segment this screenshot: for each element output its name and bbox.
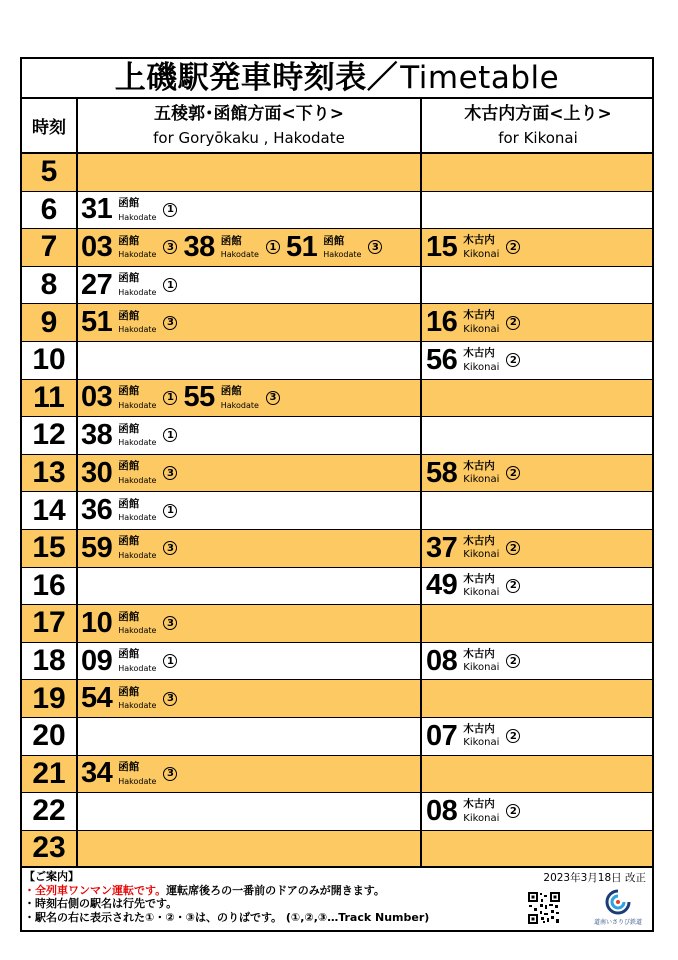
track-number-badge: 3 xyxy=(163,692,177,706)
destination-jp: 函館 xyxy=(118,385,140,398)
destination xyxy=(118,198,156,222)
down-departures-cell xyxy=(78,680,422,717)
destination xyxy=(463,799,499,824)
train-entry xyxy=(81,456,177,489)
train-entry xyxy=(426,719,520,752)
track-number-badge: 3 xyxy=(163,616,177,630)
down-departures-cell xyxy=(78,643,422,680)
notes-heading: 【ご案内】 xyxy=(24,870,79,883)
up-departures-cell xyxy=(422,455,654,492)
destination-jp: 木古内 xyxy=(463,647,495,660)
up-departures-cell xyxy=(422,304,654,341)
up-departures-cell xyxy=(422,342,654,379)
destination-jp: 函館 xyxy=(118,535,140,548)
departure-minute: 51 xyxy=(81,306,113,339)
timetable-row xyxy=(22,643,652,681)
timetable-row xyxy=(22,831,652,869)
track-number-badge: 3 xyxy=(368,240,382,254)
train-entry xyxy=(81,606,177,639)
departure-minute: 34 xyxy=(81,757,113,790)
track-number-badge: 2 xyxy=(506,729,520,743)
notes-line-2: ・時刻右側の駅名は行先です。 xyxy=(24,897,178,910)
destination xyxy=(221,386,259,410)
destination xyxy=(463,574,499,599)
up-departures-cell xyxy=(422,530,654,567)
timetable-sheet xyxy=(20,57,654,932)
track-number-badge: 1 xyxy=(266,240,280,254)
destination-jp: 函館 xyxy=(118,761,140,774)
train-entry xyxy=(81,230,177,263)
hour-cell: 11 xyxy=(22,380,78,417)
down-departures-cell xyxy=(78,192,422,229)
hour-cell: 14 xyxy=(22,492,78,529)
departure-minute: 03 xyxy=(81,230,113,263)
hour-cell: 15 xyxy=(22,530,78,567)
departure-minute: 54 xyxy=(81,682,113,715)
hour-column-header: 時刻 xyxy=(22,99,78,152)
departure-minute: 51 xyxy=(285,230,318,263)
destination-en: Kikonai xyxy=(463,361,500,373)
track-number-badge: 1 xyxy=(163,391,177,405)
destination xyxy=(118,649,156,673)
destination-jp: 函館 xyxy=(118,272,140,285)
qr-code-icon[interactable] xyxy=(527,891,561,925)
departure-minute: 37 xyxy=(426,531,458,564)
hour-cell: 20 xyxy=(22,718,78,755)
destination-jp: 函館 xyxy=(220,385,242,398)
departure-minute: 09 xyxy=(81,644,113,677)
destination-en: Hakodate xyxy=(118,325,157,335)
destination xyxy=(221,236,259,260)
hour-cell: 9 xyxy=(22,304,78,341)
destination-jp: 木古内 xyxy=(463,798,495,811)
destination xyxy=(463,348,499,373)
departure-minute: 38 xyxy=(183,230,215,263)
hour-cell: 6 xyxy=(22,192,78,229)
destination-jp: 函館 xyxy=(118,234,140,247)
train-entry xyxy=(81,268,177,301)
departure-minute: 08 xyxy=(426,794,458,827)
departure-minute: 08 xyxy=(426,644,458,677)
destination-en: Hakodate xyxy=(323,250,362,260)
destination-jp: 函館 xyxy=(118,610,140,623)
timetable-row xyxy=(22,455,652,493)
timetable-row xyxy=(22,492,652,530)
up-departures-cell xyxy=(422,605,654,642)
down-departures-cell xyxy=(78,831,422,867)
track-number-badge: 2 xyxy=(506,804,520,818)
train-entry xyxy=(426,571,520,600)
down-departures-cell xyxy=(78,530,422,567)
destination-en: Hakodate xyxy=(118,438,157,448)
notes xyxy=(24,870,429,924)
departure-minute: 16 xyxy=(426,306,458,339)
destination xyxy=(118,273,156,297)
up-departures-cell xyxy=(422,380,654,417)
track-number-badge: 2 xyxy=(506,353,520,367)
track-number-badge: 1 xyxy=(163,504,177,518)
train-entry xyxy=(426,644,520,677)
timetable-row xyxy=(22,680,652,718)
track-number-badge: 3 xyxy=(163,240,177,254)
train-entry xyxy=(81,308,177,337)
destination-en: Kikonai xyxy=(463,323,500,335)
destination xyxy=(463,235,499,260)
timetable-row xyxy=(22,417,652,455)
down-departures-cell xyxy=(78,342,422,379)
hour-cell: 10 xyxy=(22,342,78,379)
up-departures-cell xyxy=(422,154,654,191)
track-number-badge: 2 xyxy=(506,541,520,555)
timetable-row xyxy=(22,192,652,230)
down-departures-cell xyxy=(78,568,422,605)
destination-jp: 函館 xyxy=(118,460,140,473)
destination xyxy=(118,424,156,448)
departure-minute: 49 xyxy=(426,569,458,602)
hour-cell: 18 xyxy=(22,643,78,680)
destination xyxy=(118,386,156,410)
down-departures-cell xyxy=(78,605,422,642)
up-departures-cell xyxy=(422,643,654,680)
track-number-badge: 1 xyxy=(163,654,177,668)
destination xyxy=(118,461,156,485)
destination-en: Kikonai xyxy=(463,662,500,674)
destination xyxy=(118,236,156,260)
timetable-row xyxy=(22,718,652,756)
destination xyxy=(118,687,156,711)
destination-en: Hakodate xyxy=(118,701,157,711)
up-departures-cell xyxy=(422,793,654,830)
track-number-badge: 1 xyxy=(163,278,177,292)
destination-en: Hakodate xyxy=(220,400,259,410)
destination-jp: 函館 xyxy=(118,497,140,510)
timetable-row xyxy=(22,756,652,794)
revision-date: 2023年3月18日 改正 xyxy=(543,872,646,884)
track-number-badge: 1 xyxy=(163,428,177,442)
destination-jp: 木古内 xyxy=(463,309,495,322)
hour-cell: 7 xyxy=(22,229,78,266)
timetable-rows xyxy=(22,154,652,868)
down-departures-cell xyxy=(78,380,422,417)
destination-jp: 函館 xyxy=(220,234,242,247)
train-entry xyxy=(81,418,177,451)
down-departures-cell xyxy=(78,304,422,341)
destination xyxy=(463,649,499,674)
train-entry xyxy=(183,230,279,263)
track-number-badge: 3 xyxy=(163,466,177,480)
destination xyxy=(118,311,156,335)
notes-line-1-red: ・全列車ワンマン運転です。 xyxy=(24,883,167,897)
train-entry xyxy=(426,343,520,376)
departure-minute: 27 xyxy=(81,268,113,301)
timetable-row xyxy=(22,267,652,305)
departure-minute: 56 xyxy=(426,343,458,376)
destination-en: Hakodate xyxy=(118,250,157,260)
destination-en: Hakodate xyxy=(118,212,157,222)
destination-jp: 函館 xyxy=(323,234,345,247)
up-departures-cell xyxy=(422,756,654,793)
down-direction-header xyxy=(78,99,422,152)
destination xyxy=(463,536,499,561)
destination-en: Hakodate xyxy=(118,550,157,560)
destination-en: Hakodate xyxy=(118,400,157,410)
track-number-badge: 3 xyxy=(266,391,280,405)
destination-en: Kikonai xyxy=(463,248,500,260)
up-departures-cell xyxy=(422,492,654,529)
page-title xyxy=(22,59,652,97)
destination-en: Kikonai xyxy=(463,812,500,824)
departure-minute: 10 xyxy=(81,606,113,639)
train-entry xyxy=(426,456,520,489)
train-entry xyxy=(426,794,520,827)
timetable-row xyxy=(22,342,652,380)
footer xyxy=(22,869,652,930)
down-departures-cell xyxy=(78,417,422,454)
destination xyxy=(118,499,156,523)
destination-en: Hakodate xyxy=(118,663,157,673)
destination-jp: 木古内 xyxy=(463,459,495,472)
down-departures-cell xyxy=(78,492,422,529)
destination xyxy=(118,762,156,786)
railway-logo xyxy=(588,889,648,929)
up-header-jp: 木古内方面<上り> xyxy=(464,103,612,124)
up-departures-cell xyxy=(422,718,654,755)
departure-minute: 30 xyxy=(81,456,113,489)
notes-line-1 xyxy=(24,884,429,898)
track-number-badge: 2 xyxy=(506,579,520,593)
destination-jp: 函館 xyxy=(118,685,140,698)
hour-cell: 8 xyxy=(22,267,78,304)
down-departures-cell xyxy=(78,756,422,793)
hour-cell: 17 xyxy=(22,605,78,642)
destination-jp: 木古内 xyxy=(463,572,495,585)
departure-minute: 36 xyxy=(81,494,113,527)
destination-en: Kikonai xyxy=(463,587,500,599)
train-entry xyxy=(81,383,177,412)
destination-jp: 木古内 xyxy=(463,347,495,360)
destination-en: Hakodate xyxy=(220,250,259,260)
train-entry xyxy=(81,496,177,525)
train-entry xyxy=(426,230,520,263)
track-number-badge: 2 xyxy=(506,654,520,668)
departure-minute: 55 xyxy=(183,381,215,414)
hour-cell: 19 xyxy=(22,680,78,717)
destination-jp: 函館 xyxy=(118,197,140,210)
up-departures-cell xyxy=(422,680,654,717)
track-number-badge: 2 xyxy=(506,240,520,254)
departure-minute: 07 xyxy=(426,719,458,752)
timetable-row xyxy=(22,793,652,831)
track-number-badge: 2 xyxy=(506,466,520,480)
train-entry xyxy=(81,195,177,224)
train-entry xyxy=(81,684,177,713)
timetable-row xyxy=(22,154,652,192)
destination xyxy=(463,724,499,749)
up-departures-cell xyxy=(422,267,654,304)
destination xyxy=(463,461,499,486)
track-number-badge: 1 xyxy=(163,203,177,217)
destination-jp: 函館 xyxy=(118,309,140,322)
destination-en: Kikonai xyxy=(463,737,500,749)
departure-minute: 31 xyxy=(81,193,113,226)
down-departures-cell xyxy=(78,793,422,830)
up-departures-cell xyxy=(422,417,654,454)
track-number-badge: 3 xyxy=(163,541,177,555)
destination-en: Hakodate xyxy=(118,513,157,523)
destination-jp: 木古内 xyxy=(463,534,495,547)
departure-minute: 38 xyxy=(81,418,113,451)
train-entry xyxy=(81,531,177,564)
departure-minute: 59 xyxy=(81,531,113,564)
down-header-en: for Goryōkaku , Hakodate xyxy=(153,128,345,147)
notes-line-3: ・駅名の右に表示された①・②・③は、のりばです。 (①,②,③…Track Number) xyxy=(24,910,430,924)
departure-minute: 58 xyxy=(426,456,458,489)
hour-cell: 13 xyxy=(22,455,78,492)
hour-cell: 23 xyxy=(22,831,78,867)
down-departures-cell xyxy=(78,154,422,191)
track-number-badge: 3 xyxy=(163,316,177,330)
destination xyxy=(463,310,499,335)
train-entry xyxy=(81,759,177,788)
train-entry xyxy=(81,644,177,677)
destination xyxy=(118,536,156,560)
train-entry xyxy=(426,531,520,564)
destination-en: Hakodate xyxy=(118,475,157,485)
logo-mark-icon xyxy=(603,889,633,915)
timetable-row xyxy=(22,229,652,267)
destination-en: Hakodate xyxy=(118,287,157,297)
logo-name: 道南いさりび鉄道 xyxy=(593,919,642,926)
down-header-jp: 五稜郭･函館方面<下り> xyxy=(154,103,344,124)
timetable-row xyxy=(22,304,652,342)
title-en: Timetable xyxy=(400,59,560,96)
down-departures-cell xyxy=(78,267,422,304)
up-direction-header xyxy=(422,99,654,152)
down-departures-cell xyxy=(78,455,422,492)
destination xyxy=(323,236,361,260)
destination-en: Hakodate xyxy=(118,626,157,636)
notes-line-1-rest: 運転席後ろの一番前のドアのみが開きます。 xyxy=(166,883,385,897)
train-entry xyxy=(426,308,520,337)
timetable-row xyxy=(22,568,652,606)
up-header-en: for Kikonai xyxy=(498,128,578,147)
destination-en: Hakodate xyxy=(118,776,157,786)
train-entry xyxy=(285,230,382,263)
timetable-row xyxy=(22,380,652,418)
down-departures-cell xyxy=(78,718,422,755)
hour-cell: 5 xyxy=(22,154,78,191)
track-number-badge: 2 xyxy=(506,316,520,330)
up-departures-cell xyxy=(422,831,654,867)
destination-en: Kikonai xyxy=(463,549,500,561)
up-departures-cell xyxy=(422,568,654,605)
hour-cell: 16 xyxy=(22,568,78,605)
hour-cell: 12 xyxy=(22,417,78,454)
destination-jp: 木古内 xyxy=(463,722,495,735)
up-departures-cell xyxy=(422,192,654,229)
timetable-row xyxy=(22,530,652,568)
track-number-badge: 3 xyxy=(163,767,177,781)
title-jp: 上磯駅発車時刻表 xyxy=(114,59,367,96)
timetable-row xyxy=(22,605,652,643)
destination xyxy=(118,612,156,636)
up-departures-cell xyxy=(422,229,654,266)
departure-minute: 15 xyxy=(426,230,458,263)
destination-jp: 函館 xyxy=(118,422,140,435)
down-departures-cell xyxy=(78,229,422,266)
destination-jp: 木古内 xyxy=(463,234,495,247)
hour-cell: 22 xyxy=(22,793,78,830)
train-entry xyxy=(183,383,279,412)
destination-jp: 函館 xyxy=(118,648,140,661)
departure-minute: 03 xyxy=(81,381,113,414)
destination-en: Kikonai xyxy=(463,474,500,486)
hour-cell: 21 xyxy=(22,756,78,793)
title-separator: ／ xyxy=(366,59,399,96)
